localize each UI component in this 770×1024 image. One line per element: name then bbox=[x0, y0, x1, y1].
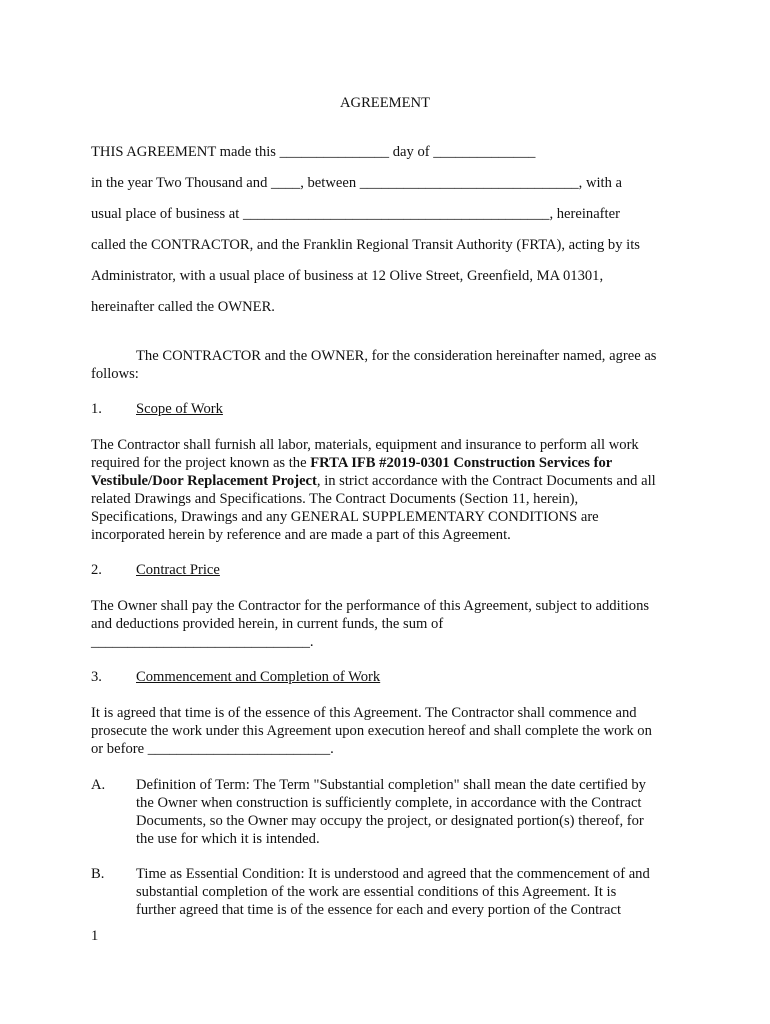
body-line: Vestibule/Door Replacement Project, in strict accordance with the Contract Documents and all bbox=[91, 473, 656, 490]
subsection-letter: B. bbox=[91, 866, 105, 882]
intro-line: usual place of business at __________________________________________, hereinafter bbox=[91, 206, 620, 222]
body-line: Specifications, Drawings and any GENERAL SUPPLEMENTARY CONDITIONS are bbox=[91, 509, 599, 526]
section-number: 1. bbox=[91, 401, 102, 417]
section-body bbox=[91, 436, 691, 545]
body-line: ______________________________. bbox=[91, 634, 314, 651]
agreement-paragraph-line: The CONTRACTOR and the OWNER, for the consideration hereinafter named, agree as bbox=[136, 348, 657, 364]
subsection-letter: A. bbox=[91, 777, 106, 793]
body-line: The Contractor shall furnish all labor, materials, equipment and insurance to perform all work bbox=[91, 437, 639, 453]
body-line: the Owner when construction is sufficiently complete, in accordance with the Contract bbox=[136, 795, 642, 812]
section-number: 2. bbox=[91, 562, 102, 578]
section-body bbox=[91, 597, 691, 651]
intro-line: THIS AGREEMENT made this _______________ day of ______________ bbox=[91, 144, 536, 160]
body-line: the use for which it is intended. bbox=[136, 831, 320, 848]
body-line: It is agreed that time is of the essence of this Agreement. The Contractor shall commence and bbox=[91, 705, 637, 721]
body-line: incorporated herein by reference and are made a part of this Agreement. bbox=[91, 527, 511, 544]
intro-line: in the year Two Thousand and ____, between ______________________________, with a bbox=[91, 175, 623, 191]
subsection-body bbox=[136, 776, 696, 848]
body-line: The Owner shall pay the Contractor for the performance of this Agreement, subject to additions bbox=[91, 598, 650, 614]
body-line: Definition of Term: The Term "Substantial completion" shall mean the date certified by bbox=[136, 777, 646, 793]
section-heading: Contract Price bbox=[136, 562, 220, 578]
subsection-body bbox=[136, 865, 696, 919]
body-line: Time as Essential Condition: It is understood and agreed that the commencement of and bbox=[136, 866, 650, 882]
body-line: or before _________________________. bbox=[91, 741, 334, 758]
page-number: 1 bbox=[91, 928, 99, 944]
body-line: and deductions provided herein, in current funds, the sum of bbox=[91, 616, 444, 633]
agreement-paragraph-line: follows: bbox=[91, 366, 139, 382]
document-title: AGREEMENT bbox=[340, 95, 430, 111]
section-body bbox=[91, 704, 691, 758]
intro-line: hereinafter called the OWNER. bbox=[91, 299, 275, 315]
body-line: substantial completion of the work are essential conditions of this Agreement. It is bbox=[136, 884, 617, 901]
body-line: further agreed that time is of the essence for each and every portion of the Contract bbox=[136, 902, 622, 919]
section-number: 3. bbox=[91, 669, 102, 685]
body-line: required for the project known as the FRTA IFB #2019-0301 Construction Services for bbox=[91, 455, 613, 472]
project-name-bold: Vestibule/Door Replacement Project bbox=[91, 473, 317, 490]
body-line: prosecute the work under this Agreement upon execution hereof and shall complete the work on bbox=[91, 723, 652, 740]
intro-line: Administrator, with a usual place of business at 12 Olive Street, Greenfield, MA 01301, bbox=[91, 268, 604, 284]
project-name-bold: FRTA IFB #2019-0301 Construction Services for bbox=[310, 455, 613, 472]
body-line: related Drawings and Specifications. The Contract Documents (Section 11, herein), bbox=[91, 491, 579, 508]
section-heading: Commencement and Completion of Work bbox=[136, 669, 381, 685]
body-line: Documents, so the Owner may occupy the project, or designated portion(s) thereof, for bbox=[136, 813, 644, 830]
section-heading: Scope of Work bbox=[136, 401, 223, 417]
intro-line: called the CONTRACTOR, and the Franklin Regional Transit Authority (FRTA), acting by its bbox=[91, 237, 640, 253]
